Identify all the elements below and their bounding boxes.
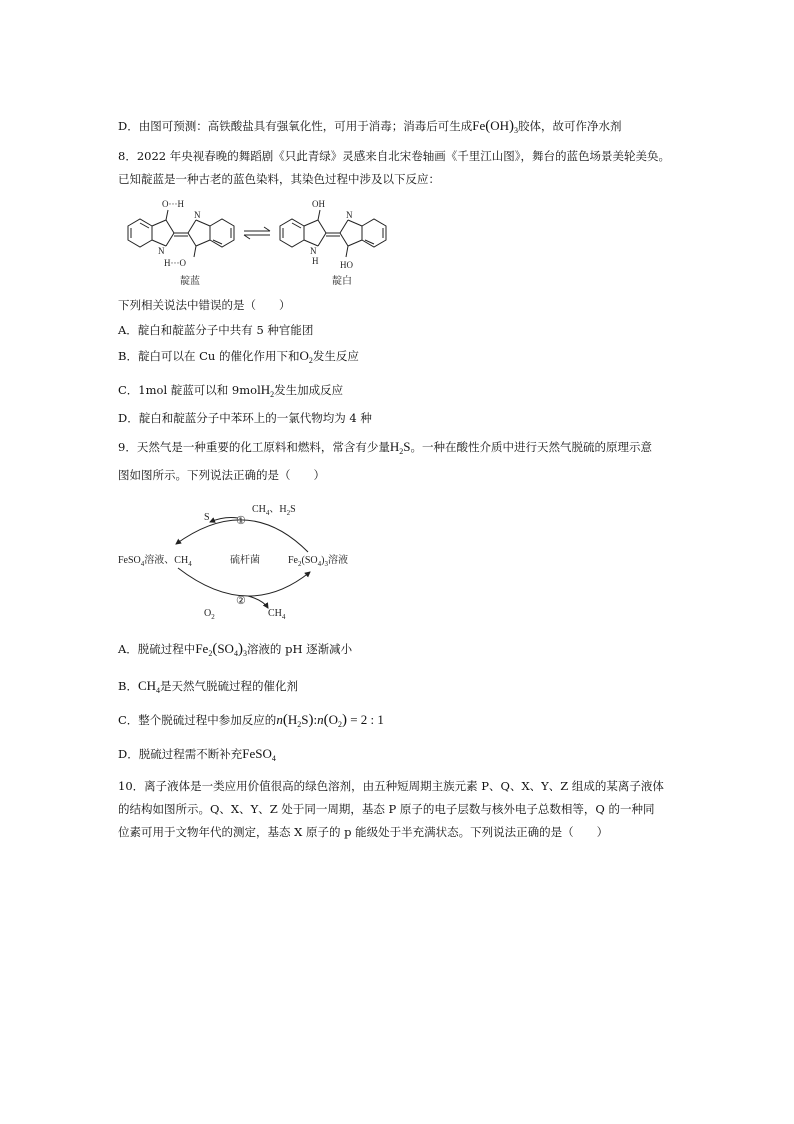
q8-option-d: D．靛白和靛蓝分子中苯环上的一氯代物均为 4 种 [118, 411, 372, 425]
q8-option-c: C．1mol 靛蓝可以和 9molH$_2$发生加成反应 [118, 382, 344, 399]
q7-option-d [118, 118, 622, 134]
q10-line3: 位素可用于文物年代的测定，基态 X 原子的 p 能级处于半充满状态。下列说法正确的是（ ） [118, 825, 609, 839]
fe-oh3-formula: $Fe(OH)_3$ [472, 118, 518, 135]
q9-stem-line2: 图如图所示。下列说法正确的是（ ） [118, 468, 325, 482]
label-step-2: ② [236, 595, 246, 607]
q7-option-d-tail: 胶体，故可作净水剂 [518, 119, 622, 133]
q8-option-b: B．靛白可以在 Cu 的催化作用下和$O_2$发生反应 [118, 348, 359, 365]
label-o-h: O···H [162, 199, 184, 209]
q10-line1: 10．离子液体是一类应用价值很高的绿色溶剂，由五种短周期主族元素 P、Q、X、Y、Z 组成的某离子液体 [118, 779, 664, 793]
caption-leuco: 靛白 [332, 276, 352, 287]
label-left-species: FeSO$_4$溶液、$CH_4$ [118, 555, 192, 568]
label-n-top: N [194, 210, 201, 220]
q9-stem-line1: 9．天然气是一种重要的化工原料和燃料，常含有少量$H_2S$。一种在酸性介质中进行天然气脱硫的原理示意 [118, 439, 652, 456]
label-o2: $O_2$ [204, 608, 215, 621]
q9-option-c: C．整个脱硫过程中参加反应的$n(H_2S):n(O_2) = 2$ : 1 [118, 712, 384, 729]
label-ho: HO [340, 260, 353, 270]
q8-question: 下列相关说法中错误的是（ ） [118, 298, 291, 312]
label-h-o: H···O [164, 258, 186, 268]
label-bacteria: 硫杆菌 [230, 555, 260, 566]
q10-line2: 的结构如图所示。Q、X、Y、Z 处于同一周期，基态 P 原子的电子层数与核外电子总数相等，Q 的一种同 [118, 802, 655, 816]
q9-option-a: A．脱硫过程中$Fe_2(SO_4)_3$溶液的 pH 逐渐减小 [118, 641, 353, 658]
indigo-reaction-figure [118, 196, 418, 290]
label-n-top-2: N [346, 210, 353, 220]
q9-option-b: B．$CH_4$是天然气脱硫过程的催化剂 [118, 678, 299, 695]
q8-stem-line2: 已知靛蓝是一种古老的蓝色染料，其染色过程中涉及以下反应： [118, 172, 440, 186]
label-top-reactants: $CH_4$、$H_2S$ [252, 504, 296, 517]
label-bottom-ch4: $CH_4$ [268, 608, 286, 621]
q8-stem-line1: 8．2022 年央视春晚的舞蹈剧《只此青绿》灵感来自北宋卷轴画《千里江山图》，舞台的蓝色场景美轮美奂。 [118, 149, 670, 163]
desulfurization-diagram [118, 492, 378, 622]
q8-option-a: A．靛白和靛蓝分子中共有 5 种官能团 [118, 323, 314, 337]
label-right-species: $Fe_2(SO_4)_3$溶液 [288, 555, 348, 568]
label-s: S [204, 512, 210, 523]
label-oh: OH [312, 199, 325, 209]
label-n-bottom-2: N [310, 246, 317, 256]
label-step-1: ① [236, 515, 246, 527]
label-n-bottom: N [158, 246, 165, 256]
label-h: H [312, 256, 319, 266]
q7-option-d-text: D．由图可预测：高铁酸盐具有强氧化性，可用于消毒；消毒后可生成 [118, 119, 473, 133]
caption-indigo: 靛蓝 [180, 276, 200, 287]
q9-option-d: D．脱硫过程需不断补充FeSO$_4$ [118, 746, 276, 763]
